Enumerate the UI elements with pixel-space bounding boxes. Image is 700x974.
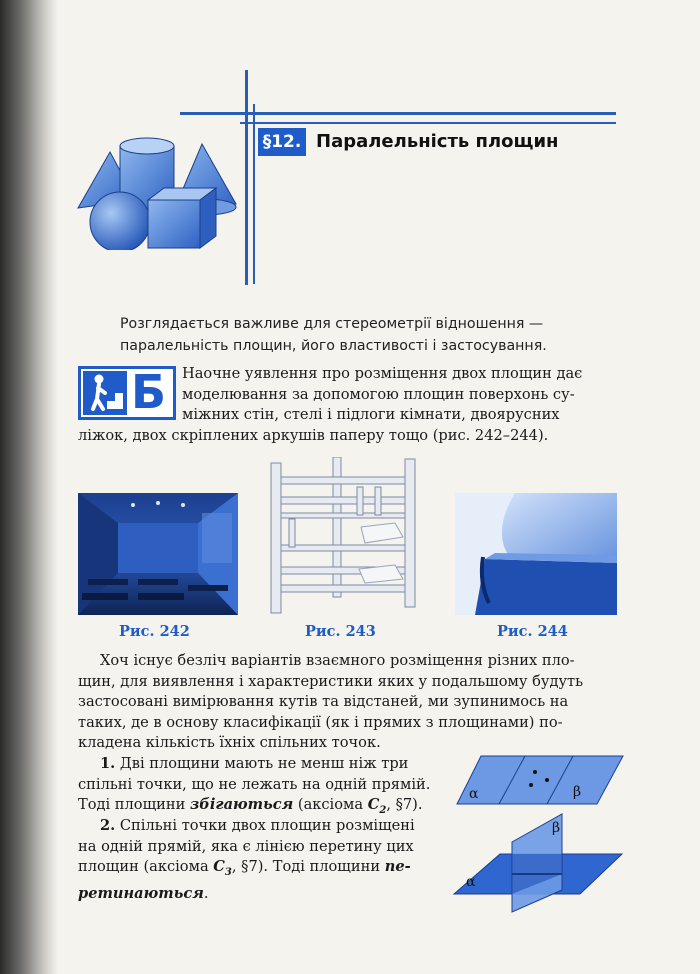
cube-shape <box>148 200 200 248</box>
axiom-letter: C <box>367 796 380 814</box>
item-2-line-4-post: . <box>203 884 209 902</box>
axiom-subscript: 2 <box>379 805 387 817</box>
intro-line-2: паралельність площин, його властивості і застосування. <box>120 338 547 354</box>
paragraph-2-line: щин, для виявлення і характеристики яких у подальшому будуть <box>78 672 584 690</box>
axiom-subscript: 3 <box>224 867 232 879</box>
term-coincide: збігаються <box>189 796 294 814</box>
item-2-text <box>78 816 448 904</box>
paragraph-1-line: Наочне уявлення про розміщення двох площин дає <box>182 365 583 382</box>
intro-line-1: Розглядається важливе для стереометрії відношення — <box>120 316 544 332</box>
term-intersect-part-2: ретинаються <box>78 884 204 902</box>
geometric-solids-illustration <box>70 130 250 250</box>
item-1-line-3-mid: (аксіома <box>293 796 368 814</box>
plane-alpha-label: α <box>466 874 476 890</box>
term-intersect-part-1: пе- <box>384 858 411 876</box>
section-number: §12. <box>258 128 306 156</box>
paragraph-2-line: таких, де в основу класифікації (як і прямих з площинами) по- <box>78 713 563 731</box>
item-2-line-3-pre: площин (аксіома <box>78 858 214 876</box>
item-2-line-1: Спільні точки двох площин розміщені <box>119 817 415 834</box>
section-title: Паралельність площин <box>316 131 559 152</box>
paragraph-1-line: ліжок, двох скріплених аркушів паперу тощо (рис. 242–244). <box>78 426 549 444</box>
plane-beta-label: β <box>552 820 561 836</box>
folded-paper-photo <box>455 493 617 615</box>
sphere-shape <box>90 192 150 250</box>
item-1-number: 1. <box>100 755 116 772</box>
item-1-text <box>78 754 448 822</box>
intersecting-planes-diagram <box>452 812 624 917</box>
item-1-line-2: спільні точки, що не лежать на одній прямій. <box>78 775 431 793</box>
classroom-photo <box>78 493 238 615</box>
paragraph-2-line: застосовані вимірювання кутів та відстаней, ми зупинимось на <box>78 693 569 711</box>
coinciding-planes-diagram <box>455 754 625 806</box>
header-rule-vertical <box>245 70 248 285</box>
intro-summary <box>120 313 590 357</box>
paragraph-2-line: Хоч існує безліч варіантів взаємного розміщення різних пло- <box>100 652 575 669</box>
page-binding-shadow <box>0 0 58 974</box>
paragraph-2 <box>78 651 620 754</box>
plane-beta-label: β <box>573 784 582 800</box>
item-1-line-3-pre: Тоді площини <box>78 796 190 814</box>
paragraph-1-line: моделювання за допомогою площин поверхонь су- <box>182 385 575 403</box>
figure-243-caption: Рис. 243 <box>305 623 376 640</box>
paragraph-1 <box>78 364 618 446</box>
header-rule-vertical-2 <box>253 104 255 284</box>
bunk-bed-photo <box>265 457 423 617</box>
paragraph-2-line: кладена кількість їхніх спільних точок. <box>78 734 381 752</box>
item-2-number: 2. <box>100 817 116 834</box>
paragraph-1-line: міжних стін, стелі і підлоги кімнати, двоярусних <box>182 406 560 424</box>
plane-alpha-label: α <box>469 786 479 802</box>
header-rule-second <box>240 122 616 124</box>
level-letter: Б <box>131 365 167 419</box>
figure-244-caption: Рис. 244 <box>497 623 568 640</box>
axiom-letter: C <box>213 858 225 876</box>
item-1-line-3-post: , §7). <box>386 796 423 814</box>
figure-242-caption: Рис. 242 <box>119 623 190 640</box>
item-2-line-2: на одній прямій, яка є лінією перетину цих <box>78 837 414 855</box>
item-2-line-3-post: , §7). Тоді площини <box>231 858 385 876</box>
item-1-line-1: Дві площини мають не менш ніж три <box>119 755 409 772</box>
